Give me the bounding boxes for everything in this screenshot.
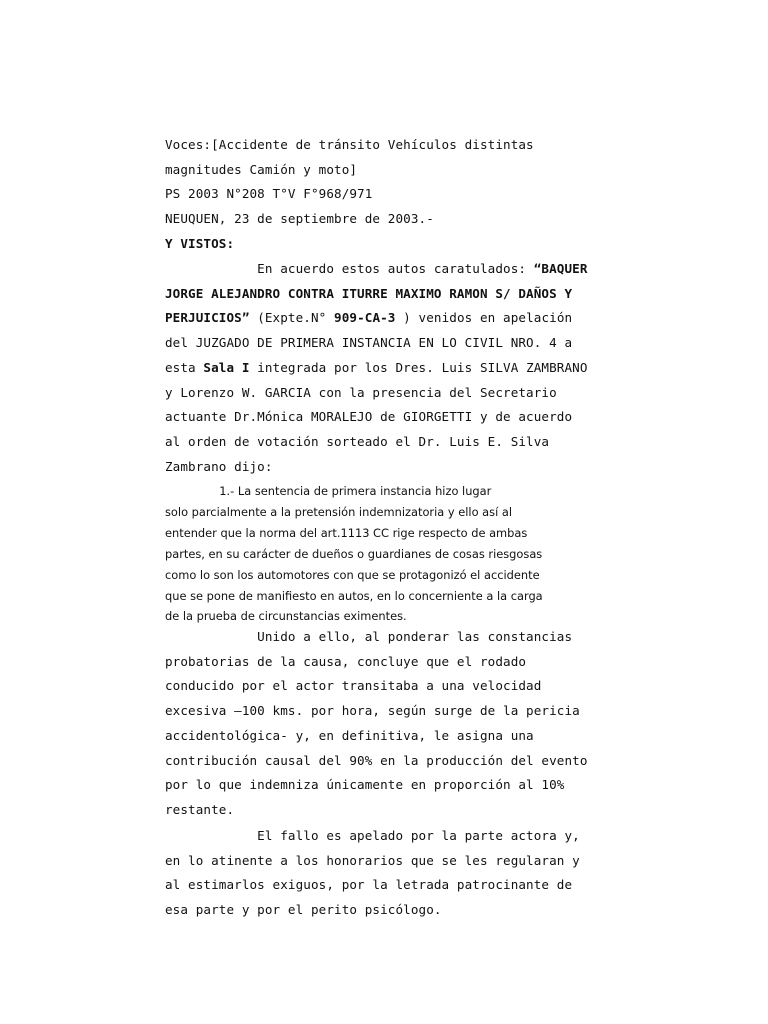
paragraph-3-line: en lo atinente a los honorarios que se les regularan y [165,852,580,868]
paragraph-2-line: excesiva –100 kms. por hora, según surge de la pericia [165,703,580,719]
paragraph-2-line: conducido por el actor transitaba a una velocidad [165,678,542,694]
point-1-paragraph [165,481,685,627]
point-1-line: 1.- La sentencia de primera instancia hizo lugar [165,484,492,498]
voces-line-2: magnitudes Camión y moto] [165,161,358,177]
paragraph-2-line: probatorias de la causa, concluye que el rodado [165,653,527,669]
intro-paragraph [165,257,685,479]
point-1-line: de la prueba de circunstancias eximentes. [165,609,407,624]
paragraph-3 [165,824,685,923]
intro-line-5: esta Sala I integrada por los Dres. Luis SILVA ZAMBRANO [165,359,588,375]
paragraph-3-line: El fallo es apelado por la parte actora y, [165,828,580,843]
paragraph-2-line: Unido a ello, al ponderar las constancias [165,629,573,644]
vistos-heading: Y VISTOS: [165,235,235,251]
intro-line-6: y Lorenzo W. GARCIA con la presencia del Secretario [165,384,557,400]
paragraph-2-line: restante. [165,801,235,817]
intro-line-1: En acuerdo estos autos caratulados: “BAQUER [165,261,588,276]
paragraph-2 [165,625,685,823]
intro-line-2: JORGE ALEJANDRO CONTRA ITURRE MAXIMO RAMON S/ DAÑOS Y [165,285,573,301]
voces-line-1: Voces:[Accidente de tránsito Vehículos distintas [165,137,534,152]
point-1-line: como lo son los automotores con que se protagonizó el accidente [165,567,540,582]
paragraph-2-line: accidentológica- y, en definitiva, le asigna una [165,727,534,743]
intro-line-8: al orden de votación sorteado el Dr. Luis E. Silva [165,433,550,449]
intro-line-4: del JUZGADO DE PRIMERA INSTANCIA EN LO CIVIL NRO. 4 a [165,335,573,351]
intro-line-3: PERJUICIOS” (Expte.N° 909-CA-3 ) venidos en apelación [165,310,573,326]
paragraph-3-line: al estimarlos exiguos, por la letrada patrocinante de [165,877,573,893]
intro-line-9: Zambrano dijo: [165,458,273,474]
document-header [165,133,685,257]
paragraph-2-line: contribución causal del 90% en la producción del evento [165,752,588,768]
intro-line-7: actuante Dr.Mónica MORALEJO de GIORGETTI y de acuerdo [165,409,573,425]
point-1-line: entender que la norma del art.1113 CC rige respecto de ambas [165,525,528,540]
point-1-line: partes, en su carácter de dueños o guardianes de cosas riesgosas [165,546,543,561]
paragraph-2-line: por lo que indemniza únicamente en proporción al 10% [165,777,565,793]
point-1-line: que se pone de manifiesto en autos, en lo concerniente a la carga [165,588,543,603]
place-date-line: NEUQUEN, 23 de septiembre de 2003.- [165,211,434,227]
point-1-line: solo parcialmente a la pretensión indemnizatoria y ello así al [165,504,513,519]
paragraph-3-line: esa parte y por el perito psicólogo. [165,902,442,918]
reference-line: PS 2003 N°208 T°V F°968/971 [165,186,373,202]
